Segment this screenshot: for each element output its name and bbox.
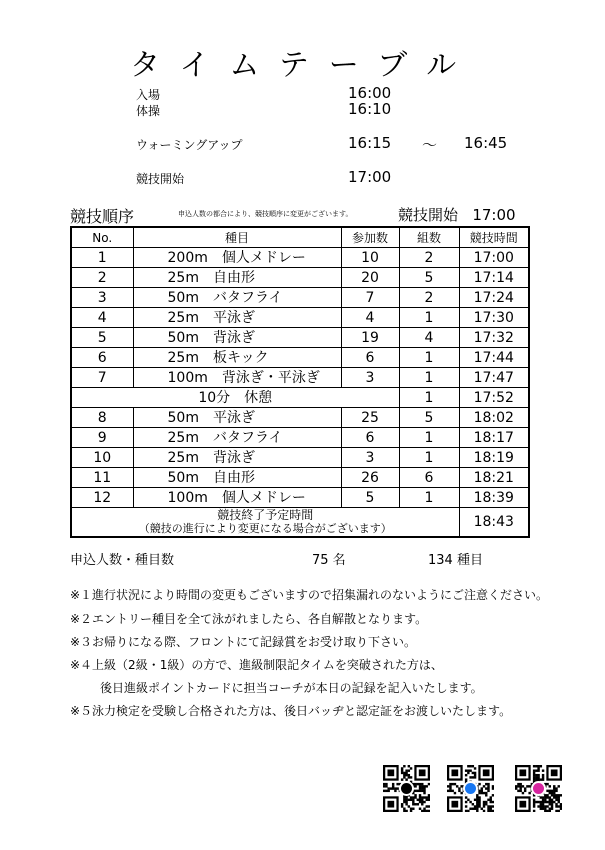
schedule-time-exercise: 16:10	[348, 100, 392, 118]
event-name: 背泳ぎ	[212, 329, 255, 346]
table-row	[71, 368, 529, 388]
table-row	[71, 488, 529, 508]
qr-code-instagram[interactable]	[515, 765, 562, 812]
cell-groups: 2	[399, 248, 459, 268]
cell-no: 2	[71, 268, 133, 288]
cell-count: 3	[341, 368, 399, 388]
cell-groups: 1	[399, 488, 459, 508]
event-name: バタフライ	[212, 289, 283, 306]
note-5: ※５泳力検定を受験し合格された方は、後日バッヂと認定証をお渡しいたします。	[70, 704, 512, 718]
table-row	[71, 328, 529, 348]
table-row	[71, 248, 529, 268]
event-name: 背泳ぎ	[212, 449, 255, 466]
cell-count: 3	[341, 448, 399, 468]
cell-event	[133, 308, 341, 328]
cell-event	[133, 248, 341, 268]
finish-row	[71, 508, 529, 538]
event-distance: 50m	[167, 469, 199, 486]
event-name: バタフライ	[212, 429, 283, 446]
event-distance: 100m	[167, 489, 208, 506]
page-title: タイムテーブル	[130, 48, 477, 83]
cell-event	[133, 328, 341, 348]
schedule-label-start: 競技開始	[136, 172, 185, 186]
cell-groups: 1	[399, 308, 459, 328]
qr-code-website[interactable]	[383, 765, 430, 812]
cell-count: 4	[341, 308, 399, 328]
event-distance: 25m	[167, 349, 199, 366]
cell-no: 12	[71, 488, 133, 508]
cell-count: 25	[341, 408, 399, 428]
note-4: ※４上級（2級・1級）の方で、進級制限記タイムを突破された方は、	[70, 658, 443, 672]
instagram-icon	[531, 781, 546, 796]
cell-groups: 5	[399, 408, 459, 428]
event-distance: 25m	[167, 309, 199, 326]
header-groups: 組数	[399, 227, 459, 248]
cell-time: 17:32	[459, 328, 529, 348]
break-time: 17:52	[459, 388, 529, 408]
break-row	[71, 388, 529, 408]
cell-groups: 1	[399, 428, 459, 448]
cell-event	[133, 468, 341, 488]
cell-event	[133, 268, 341, 288]
event-name: 背泳ぎ・平泳ぎ	[221, 369, 320, 386]
schedule-label-entry: 入場	[136, 88, 161, 102]
table-row	[71, 348, 529, 368]
section-note: 申込人数の都合により、競技順序に変更がございます。	[178, 210, 353, 218]
schedule-time-warmup-start: 16:15	[348, 134, 392, 152]
cell-event	[133, 488, 341, 508]
cell-no: 10	[71, 448, 133, 468]
summary-people: 75 名	[312, 553, 346, 568]
cell-event	[133, 448, 341, 468]
smiley-icon	[399, 781, 414, 796]
event-name: 個人メドレー	[221, 249, 306, 266]
table-row	[71, 268, 529, 288]
break-label: 10分 休憩	[71, 388, 399, 408]
event-distance: 25m	[167, 269, 199, 286]
cell-time: 17:24	[459, 288, 529, 308]
cell-no: 7	[71, 368, 133, 388]
cell-time: 17:00	[459, 248, 529, 268]
event-name: 自由形	[212, 469, 255, 486]
event-name: 平泳ぎ	[212, 409, 255, 426]
event-distance: 50m	[167, 329, 199, 346]
note-4-continued: 後日進級ポイントカードに担当コーチが本日の記録を記入いたします。	[100, 681, 483, 695]
event-distance: 25m	[167, 429, 199, 446]
finish-subnote: （競技の進行により変更になる場合がございます）	[138, 522, 392, 535]
facebook-icon	[463, 781, 478, 796]
cell-groups: 1	[399, 448, 459, 468]
note-1: ※１進行状況により時間の変更もございますので招集漏れのないようにご注意ください。	[70, 588, 549, 602]
cell-groups: 4	[399, 328, 459, 348]
timetable	[70, 226, 530, 538]
cell-count: 19	[341, 328, 399, 348]
cell-no: 4	[71, 308, 133, 328]
schedule-time-start: 17:00	[348, 168, 392, 186]
summary-label: 申込人数・種目数	[70, 553, 175, 568]
cell-count: 7	[341, 288, 399, 308]
cell-groups: 6	[399, 468, 459, 488]
schedule-label-exercise: 体操	[136, 104, 161, 118]
header-no: No.	[71, 227, 133, 248]
cell-no: 5	[71, 328, 133, 348]
cell-no: 6	[71, 348, 133, 368]
event-name: 板キック	[212, 349, 269, 366]
break-groups: 1	[399, 388, 459, 408]
cell-event	[133, 348, 341, 368]
cell-event	[133, 428, 341, 448]
cell-no: 1	[71, 248, 133, 268]
table-header-row	[71, 227, 529, 248]
event-distance: 200m	[167, 249, 208, 266]
cell-groups: 1	[399, 348, 459, 368]
finish-time: 18:43	[459, 508, 529, 538]
table-row	[71, 288, 529, 308]
table-row	[71, 308, 529, 328]
cell-count: 5	[341, 488, 399, 508]
cell-time: 17:14	[459, 268, 529, 288]
schedule-time-entry: 16:00	[348, 84, 392, 102]
cell-time: 18:19	[459, 448, 529, 468]
qr-code-facebook[interactable]	[447, 765, 494, 812]
cell-count: 26	[341, 468, 399, 488]
cell-time: 17:44	[459, 348, 529, 368]
section-start: 競技開始 17:00	[398, 206, 516, 224]
cell-no: 8	[71, 408, 133, 428]
cell-groups: 5	[399, 268, 459, 288]
cell-event	[133, 368, 341, 388]
table-row	[71, 448, 529, 468]
event-name: 個人メドレー	[221, 489, 306, 506]
cell-time: 17:30	[459, 308, 529, 328]
event-name: 平泳ぎ	[212, 309, 255, 326]
cell-count: 10	[341, 248, 399, 268]
table-row	[71, 408, 529, 428]
header-time: 競技時間	[459, 227, 529, 248]
header-count: 参加数	[341, 227, 399, 248]
cell-count: 6	[341, 348, 399, 368]
header-event: 種目	[133, 227, 341, 248]
event-distance: 50m	[167, 289, 199, 306]
finish-label	[71, 508, 459, 538]
cell-time: 18:02	[459, 408, 529, 428]
finish-title: 競技終了予定時間	[217, 508, 314, 522]
note-2: ※２エントリー種目を全て泳がれましたら、各自解散となります。	[70, 612, 428, 626]
cell-groups: 2	[399, 288, 459, 308]
cell-no: 11	[71, 468, 133, 488]
cell-no: 3	[71, 288, 133, 308]
table-row	[71, 428, 529, 448]
cell-groups: 1	[399, 368, 459, 388]
note-3: ※３お帰りになる際、フロントにて記録賞をお受け取り下さい。	[70, 635, 417, 649]
cell-time: 18:17	[459, 428, 529, 448]
event-name: 自由形	[212, 269, 255, 286]
cell-event	[133, 408, 341, 428]
cell-count: 6	[341, 428, 399, 448]
event-distance: 25m	[167, 449, 199, 466]
table-row	[71, 468, 529, 488]
schedule-time-separator: 〜	[422, 136, 438, 154]
schedule-time-warmup-end: 16:45	[464, 134, 508, 152]
cell-time: 18:39	[459, 488, 529, 508]
cell-no: 9	[71, 428, 133, 448]
cell-count: 20	[341, 268, 399, 288]
schedule-label-warmup: ウォーミングアップ	[136, 138, 243, 152]
cell-time: 17:47	[459, 368, 529, 388]
cell-time: 18:21	[459, 468, 529, 488]
event-distance: 50m	[167, 409, 199, 426]
event-distance: 100m	[167, 369, 208, 386]
cell-event	[133, 288, 341, 308]
summary-events: 134 種目	[428, 553, 483, 568]
section-title: 競技順序	[70, 207, 135, 226]
